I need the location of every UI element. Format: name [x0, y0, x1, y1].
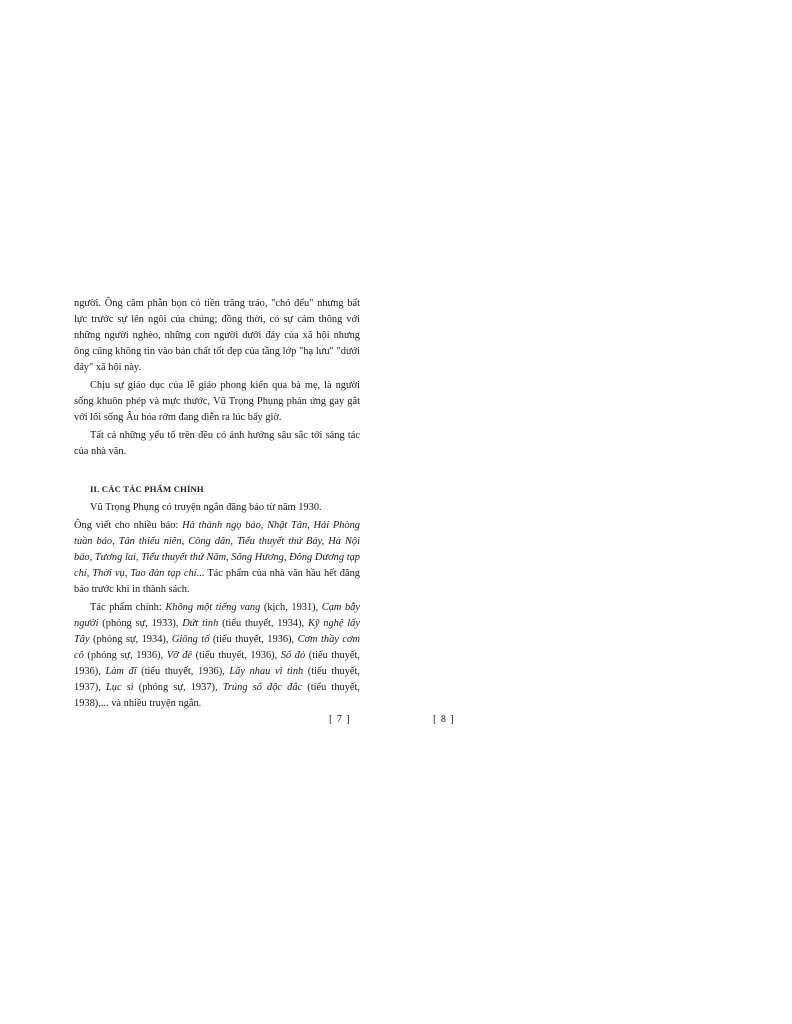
- paragraph-5-intro: Ông viết cho nhiều báo:: [74, 520, 183, 531]
- newspaper-list: Hà thành ngọ báo, Nhật Tân, Hải Phòng tuần báo, Tân thiếu niên, Công dân, Tiểu thuyết thứ Bảy, Hà Nội báo, Tương lai, Tiểu thuyết thứ Năm, Sông Hương, Đông Dương tạp chí, Thời vụ, Tao đàn tạp chí: [74, 520, 360, 579]
- work-note: (tiểu thuyết, 1934),: [218, 618, 308, 629]
- work-title: Cơm thầy cơm cô: [74, 634, 360, 661]
- work-note: (phóng sự, 1937),: [133, 682, 223, 693]
- paragraph-5-end: ... Tác phẩm của nhà văn hầu hết đăng báo trước khi in thành sách.: [74, 568, 360, 595]
- paragraph-1: người. Ông căm phẫn bọn có tiền trâng tráo, "chó đểu" nhưng bất lực trước sự lên ngôi của chúng; đồng thời, có sự cảm thông với những người nghèo, những con người dưới đáy của xã hội nhưng ông cũng không tin vào bản chất tốt đẹp của tầng lớp "hạ lưu" "dưới đáy" xã hội này.: [74, 298, 360, 373]
- page-number-right: [ 8 ]: [433, 714, 455, 725]
- work-note: (tiểu thuyết, 1936),: [136, 666, 230, 677]
- work-note: (phóng sự, 1936),: [83, 650, 167, 661]
- work-title: Lấy nhau vì tình: [229, 666, 304, 677]
- paragraph-3: Tất cả những yếu tố trên đều có ảnh hưởng sâu sắc tới sáng tác của nhà văn.: [74, 430, 360, 457]
- left-page: [74, 296, 360, 714]
- work-note: (tiểu thuyết, 1938),... và nhiều truyện ngắn.: [74, 682, 361, 709]
- paragraph-2: Chịu sự giáo dục của lễ giáo phong kiến qua bà mẹ, là người sống khuôn phép và mực thước, Vũ Trọng Phụng phản ứng gay gắt với lối sống Âu hóa rởm đang diễn ra lúc bấy giờ.: [74, 380, 360, 423]
- work-note: (kịch, 1931),: [260, 602, 322, 613]
- page-number-left: [ 7 ]: [329, 714, 351, 725]
- work-note: (phóng sự, 1934),: [89, 634, 172, 645]
- section-heading: II. CÁC TÁC PHẨM CHÍNH: [90, 484, 204, 494]
- work-note: (tiểu thuyết, 1937),: [74, 666, 361, 693]
- paragraph-5: [74, 518, 360, 598]
- work-title: Kỹ nghệ lấy Tây: [74, 618, 360, 645]
- work-title: Dứt tình: [182, 618, 219, 629]
- work-title: Vỡ đê: [166, 650, 193, 661]
- work-note: (tiểu thuyết, 1936),: [74, 650, 360, 677]
- work-title: Không một tiếng vang: [165, 602, 261, 613]
- work-title: Trúng số độc đắc: [222, 682, 303, 693]
- work-title: Lục sì: [105, 682, 134, 693]
- work-title: Cạm bẫy người: [74, 602, 360, 629]
- paragraph-6: [74, 600, 360, 712]
- work-note: (tiểu thuyết, 1936),: [192, 650, 281, 661]
- work-title: Số đỏ: [280, 650, 306, 661]
- work-title: Làm đĩ: [105, 666, 137, 677]
- work-note: (tiểu thuyết, 1936),: [209, 634, 298, 645]
- work-note: (phóng sự, 1933),: [98, 618, 183, 629]
- paragraph-6-intro: Tác phẩm chính:: [90, 602, 166, 613]
- paragraph-4: Vũ Trọng Phụng có truyện ngắn đăng báo từ năm 1930.: [90, 502, 322, 513]
- work-title: Giông tố: [171, 634, 210, 645]
